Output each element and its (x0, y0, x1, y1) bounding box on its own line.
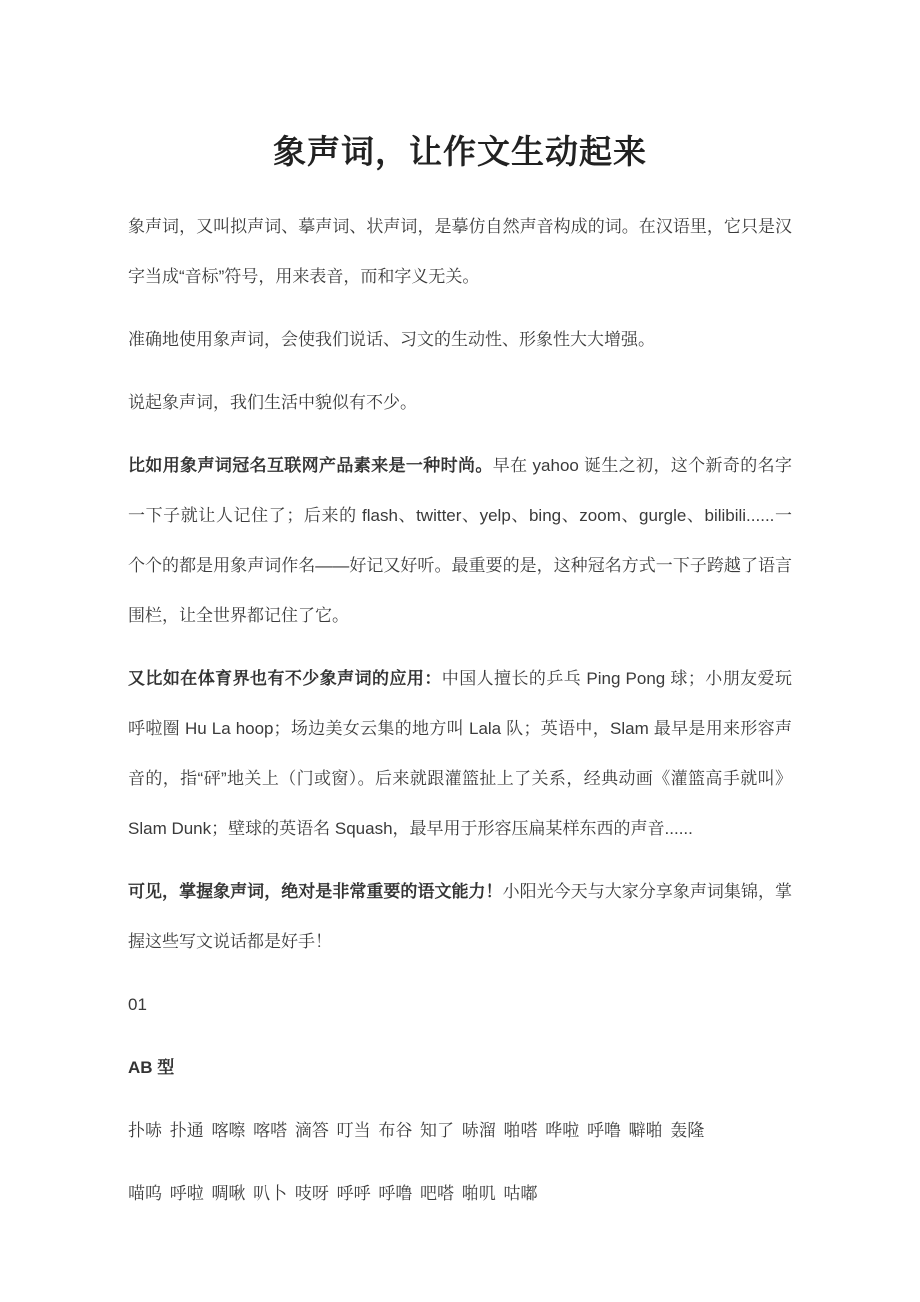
paragraph-bold-lead: 又比如在体育界也有不少象声词的应用： (128, 669, 442, 688)
paragraph-text: 早在 yahoo 诞生之初，这个新奇的名字一下子就让人记住了；后来的 flash、twitter、yelp、bing、zoom、gurgle、bilibili......一个个的都是用象声词作名——好记又好听。最重要的是，这种冠名方式一下子跨越了语言围栏，让全世界都记住了它。 (128, 456, 793, 625)
page-title: 象声词，让作文生动起来 (273, 133, 647, 170)
paragraph-bold-lead: 可见，掌握象声词，绝对是非常重要的语文能力！ (128, 882, 503, 901)
paragraph-accuracy (128, 315, 792, 365)
paragraph-text: 准确地使用象声词，会使我们说话、习文的生动性、形象性大大增强。 (128, 330, 655, 349)
paragraph-text: 象声词，又叫拟声词、摹声词、状声词，是摹仿自然声音构成的词。在汉语里，它只是汉字当成“音标”符号，用来表音，而和字义无关。 (128, 217, 792, 286)
paragraph-text: 小阳光今天与大家分享象声词集锦，掌握这些写文说话都是好手！ (128, 882, 792, 951)
paragraph-bold-lead: 比如用象声词冠名互联网产品素来是一种时尚。 (128, 456, 493, 475)
section-number: 01 (128, 995, 147, 1014)
paragraph-internet-products (128, 441, 792, 641)
paragraph-daily-life (128, 378, 792, 428)
paragraph-conclusion (128, 867, 792, 967)
paragraph-intro (128, 202, 792, 302)
section-heading-ab-type: AB 型 (128, 1058, 175, 1077)
onomatopoeia-word-line-1: 扑哧 扑通 喀嚓 喀嗒 滴答 叮当 布谷 知了 哧溜 啪嗒 哗啦 呼噜 噼啪 轰隆 (128, 1121, 705, 1140)
paragraph-text: 说起象声词，我们生活中貌似有不少。 (128, 393, 417, 412)
paragraph-text: 中国人擅长的乒乓 Ping Pong 球；小朋友爱玩呼啦圈 Hu La hoop；场边美女云集的地方叫 Lala 队；英语中，Slam 最早是用来形容声音的，指“砰”地关上（门或窗）。后来就跟灌篮扯上了关系，经典动画《灌篮高手就叫》Slam Dunk；壁球的英语名 Squash，最早用于形容压扁某样东西的声音...... (128, 669, 792, 838)
onomatopoeia-word-line-2: 喵呜 呼啦 啁啾 叭卜 吱呀 呼呼 呼噜 吧嗒 啪叽 咕嘟 (128, 1184, 538, 1203)
paragraph-sports (128, 654, 792, 854)
